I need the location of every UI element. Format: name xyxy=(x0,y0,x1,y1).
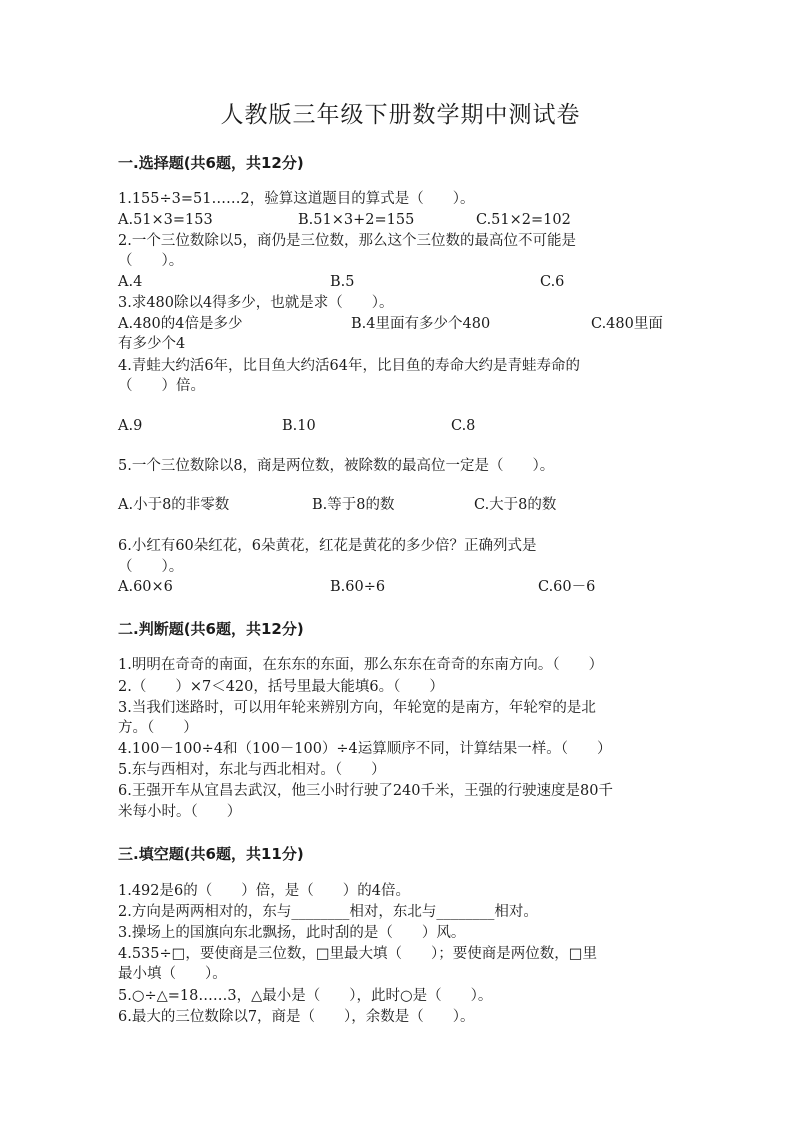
options-row xyxy=(118,416,683,436)
option-b: B.4里面有多少个480 xyxy=(351,316,491,332)
options-row xyxy=(118,210,683,230)
option-b: B.51×3+2=155 xyxy=(298,212,415,228)
option-a: A.480的4倍是多少 xyxy=(118,316,243,332)
statement-cont: 米每小时。（ ） xyxy=(118,804,242,820)
option-a: A.小于8的非零数 xyxy=(118,497,230,513)
statement: 1.明明在奇奇的南面，在东东的东面，那么东东在奇奇的东南方向。（ ） xyxy=(118,657,604,673)
fill-question-cont: 最小填（ ）。 xyxy=(118,966,227,982)
question-stem-cont: （ ）倍。 xyxy=(118,378,205,394)
options-row xyxy=(118,495,683,515)
option-c: C.51×2=102 xyxy=(476,212,571,228)
option-a: A.51×3=153 xyxy=(118,212,213,228)
option-b: B.5 xyxy=(330,274,355,290)
statement: 3.当我们迷路时，可以用年轮来辨别方向，年轮宽的是南方，年轮窄的是北 xyxy=(118,700,596,716)
question-stem: 4.青蛙大约活6年，比目鱼大约活64年，比目鱼的寿命大约是青蛙寿命的 xyxy=(118,358,581,374)
option-c: C.6 xyxy=(540,274,565,290)
fill-question: 4.535÷□，要使商是三位数，□里最大填（ ）；要使商是两位数，□里 xyxy=(118,946,598,962)
option-a: A.60×6 xyxy=(118,579,173,595)
statement: 4.100－100÷4和（100－100）÷4运算顺序不同，计算结果一样。（ ） xyxy=(118,741,612,757)
options-row xyxy=(118,577,683,597)
option-a: A.4 xyxy=(118,274,143,290)
question-stem-cont: （ ）。 xyxy=(118,559,184,575)
fill-question: 2.方向是两两相对的，东与________相对，东北与________相对。 xyxy=(118,904,538,920)
question-stem: 3.求480除以4得多少，也就是求（ ）。 xyxy=(118,295,394,311)
option-c: C.大于8的数 xyxy=(474,497,557,513)
section-heading-fill: 三.填空题(共6题，共11分) xyxy=(118,845,304,863)
question-stem: 5.一个三位数除以8，商是两位数，被除数的最高位一定是（ ）。 xyxy=(118,458,555,474)
question-stem: 6.小红有60朵红花，6朵黄花，红花是黄花的多少倍？正确列式是 xyxy=(118,538,537,554)
option-c-cont: 有多少个4 xyxy=(118,336,186,352)
statement: 6.王强开车从宜昌去武汉，他三小时行驶了240千米，王强的行驶速度是80千 xyxy=(118,783,613,799)
option-c: C.8 xyxy=(451,418,476,434)
options-row xyxy=(118,272,683,292)
fill-question: 5.○÷△=18……3，△最小是（ ），此时○是（ ）。 xyxy=(118,988,493,1004)
question-stem-cont: （ ）。 xyxy=(118,253,184,269)
fill-question: 6.最大的三位数除以7，商是（ ），余数是（ ）。 xyxy=(118,1009,475,1025)
option-b: B.10 xyxy=(282,418,316,434)
statement: 5.东与西相对，东北与西北相对。（ ） xyxy=(118,762,386,778)
options-row xyxy=(118,314,683,334)
section-heading-judge: 二.判断题(共6题，共12分) xyxy=(118,620,304,638)
option-b: B.等于8的数 xyxy=(312,497,395,513)
question-stem: 2.一个三位数除以5，商仍是三位数，那么这个三位数的最高位不可能是 xyxy=(118,233,577,249)
fill-question: 3.操场上的国旗向东北飘扬，此时刮的是（ ）风。 xyxy=(118,925,466,941)
option-a: A.9 xyxy=(118,418,143,434)
fill-question: 1.492是6的（ ）倍，是（ ）的4倍。 xyxy=(118,883,410,899)
option-c: C.480里面 xyxy=(591,316,663,332)
option-c: C.60－6 xyxy=(538,579,596,595)
statement: 2.（ ）×7＜420，括号里最大能填6。（ ） xyxy=(118,679,444,695)
question-stem: 1.155÷3=51……2，验算这道题目的算式是（ ）。 xyxy=(118,191,475,207)
option-b: B.60÷6 xyxy=(330,579,386,595)
section-heading-choice: 一.选择题(共6题，共12分) xyxy=(118,154,304,172)
page-title: 人教版三年级下册数学期中测试卷 xyxy=(220,102,581,128)
statement-cont: 方。（ ） xyxy=(118,720,198,736)
